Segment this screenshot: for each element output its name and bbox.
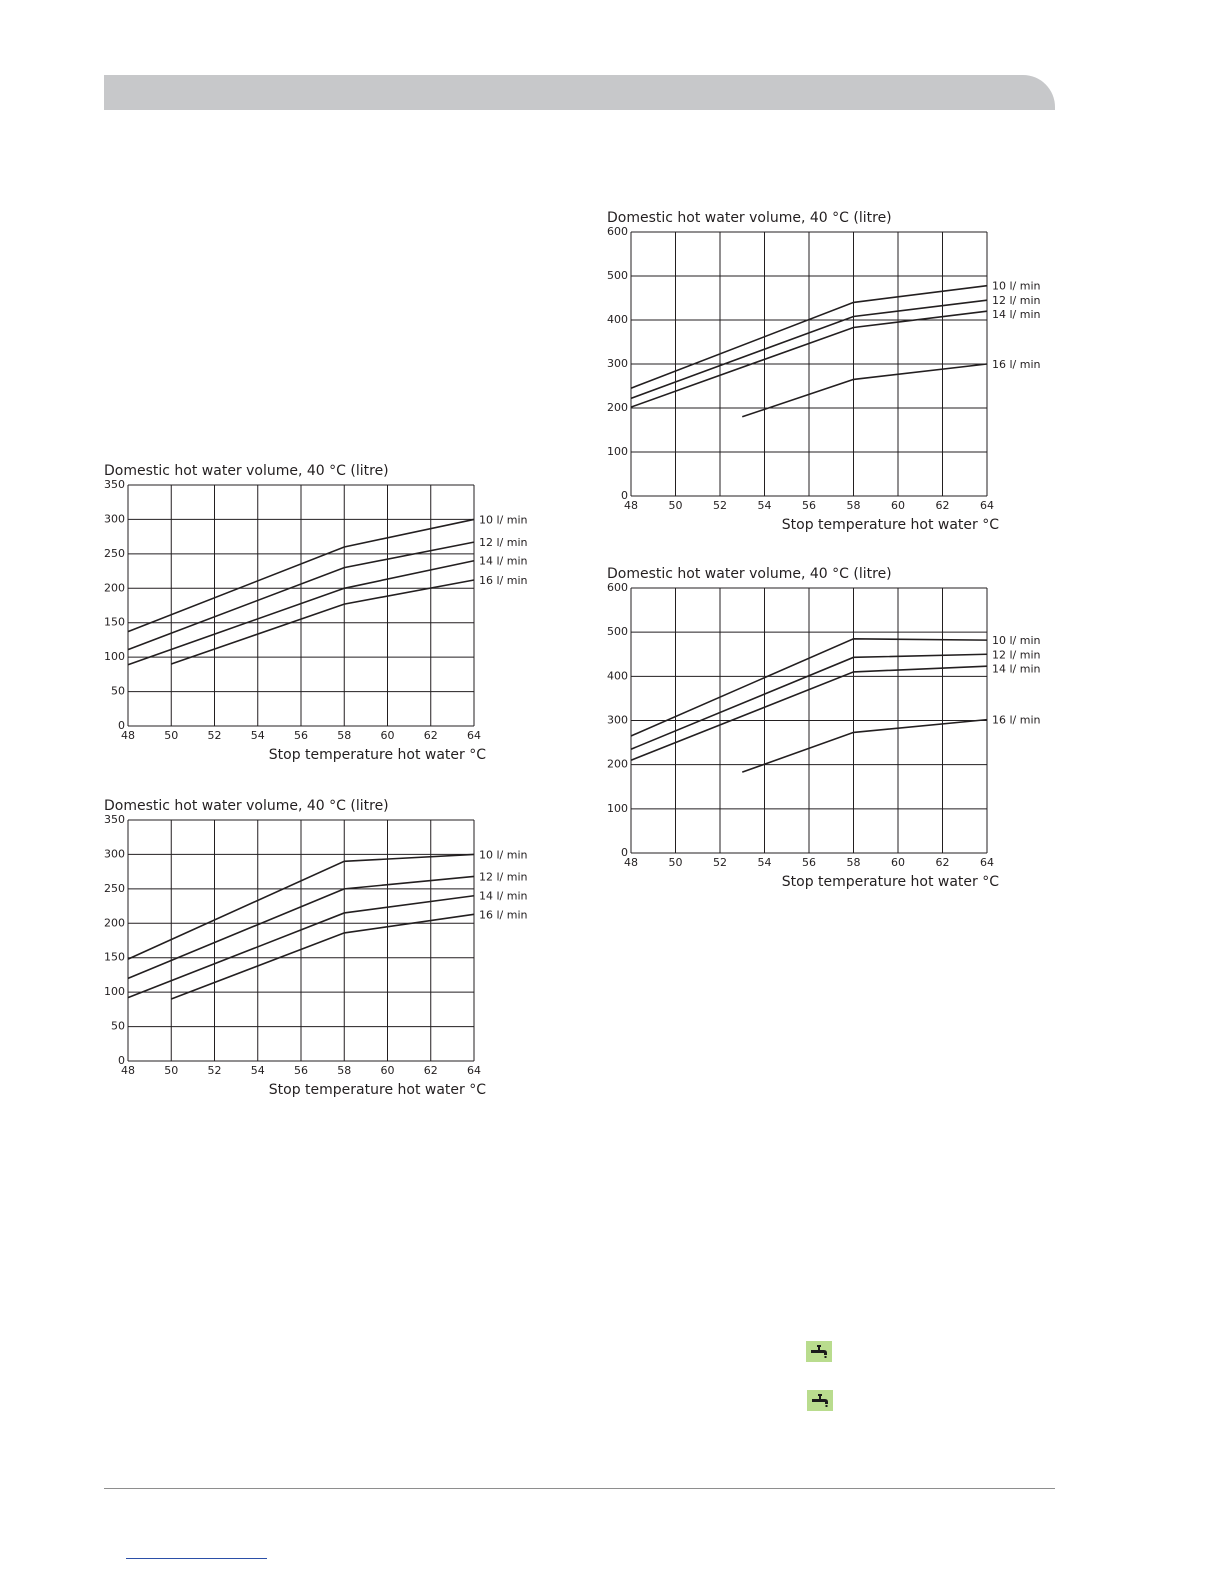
- y-axis-title: Domestic hot water volume, 40 °C (litre): [607, 566, 892, 582]
- x-tick-label: 56: [802, 856, 816, 869]
- x-tick-label: 64: [980, 499, 994, 512]
- grid: [631, 588, 987, 853]
- y-tick-label: 150: [104, 615, 125, 629]
- hot-water-tap-icon: [807, 1390, 833, 1411]
- series-label: 10 l/ min: [992, 634, 1041, 648]
- series-label: 12 l/ min: [992, 648, 1041, 662]
- grid: [631, 232, 987, 496]
- x-tick-label: 56: [802, 499, 816, 512]
- y-tick-label: 100: [607, 801, 628, 815]
- y-tick-label: 400: [607, 669, 628, 683]
- x-tick-label: 54: [757, 856, 772, 869]
- y-tick-label: 350: [104, 478, 125, 491]
- x-tick-label: 54: [757, 499, 772, 512]
- x-tick-label: 58: [846, 856, 861, 869]
- y-tick-label: 300: [607, 713, 628, 727]
- footer-link-underline[interactable]: [126, 1558, 267, 1559]
- header-bar: [104, 75, 1055, 110]
- x-axis-title: Stop temperature hot water °C: [268, 1082, 486, 1098]
- x-tick-label: 58: [337, 729, 352, 742]
- series-label: 12 l/ min: [992, 294, 1041, 308]
- y-tick-label: 50: [111, 684, 125, 698]
- y-tick-label: 500: [607, 269, 628, 282]
- y-tick-label: 200: [104, 581, 125, 595]
- x-tick-label: 62: [423, 1064, 438, 1077]
- chart-bottom-left-lower: [96, 785, 556, 1098]
- x-tick-label: 50: [164, 1064, 179, 1077]
- footer-divider: [104, 1488, 1055, 1489]
- y-tick-label: 300: [104, 847, 125, 861]
- x-tick-label: 56: [294, 729, 308, 742]
- chart-top-right: [599, 200, 1059, 540]
- chart-bottom-left-upper: [96, 455, 556, 765]
- y-tick-label: 100: [104, 985, 125, 999]
- x-tick-label: 64: [467, 729, 481, 742]
- series-line: [171, 914, 474, 999]
- x-tick-label: 50: [668, 499, 683, 512]
- x-tick-label: 64: [980, 856, 994, 869]
- grid: [128, 485, 474, 726]
- series-label: 16 l/ min: [479, 908, 528, 922]
- y-tick-label: 200: [104, 916, 125, 930]
- y-tick-label: 250: [104, 881, 125, 895]
- x-tick-label: 60: [380, 729, 395, 742]
- y-tick-label: 150: [104, 950, 125, 964]
- y-tick-label: 350: [104, 813, 125, 826]
- y-tick-label: 300: [607, 357, 628, 370]
- chart-svg: [599, 556, 1059, 896]
- x-tick-label: 48: [121, 729, 135, 742]
- chart-svg: [96, 455, 556, 765]
- x-tick-label: 50: [164, 729, 179, 742]
- x-tick-label: 52: [713, 499, 727, 512]
- series-label: 12 l/ min: [479, 870, 528, 884]
- x-tick-label: 52: [207, 729, 222, 742]
- series-label: 12 l/ min: [479, 536, 528, 550]
- x-tick-label: 60: [891, 499, 905, 512]
- series-label: 16 l/ min: [479, 574, 528, 588]
- y-tick-label: 100: [104, 650, 125, 664]
- x-axis-title: Stop temperature hot water °C: [781, 517, 999, 533]
- x-tick-label: 60: [891, 856, 905, 869]
- y-axis-title: Domestic hot water volume, 40 °C (litre): [607, 210, 892, 226]
- y-tick-label: 600: [607, 581, 628, 594]
- series-label: 14 l/ min: [992, 308, 1041, 322]
- series-label: 16 l/ min: [992, 713, 1041, 727]
- series-label: 10 l/ min: [479, 513, 528, 527]
- y-tick-label: 200: [607, 757, 628, 771]
- y-tick-label: 250: [104, 546, 125, 560]
- chart-svg: [599, 200, 1059, 540]
- series-label: 14 l/ min: [479, 554, 528, 568]
- x-tick-label: 48: [121, 1064, 135, 1077]
- series-label: 16 l/ min: [992, 358, 1041, 371]
- x-tick-label: 62: [935, 499, 950, 512]
- y-tick-label: 500: [607, 625, 628, 639]
- series-label: 14 l/ min: [992, 662, 1041, 676]
- x-tick-label: 54: [250, 1064, 265, 1077]
- x-tick-label: 54: [250, 729, 265, 742]
- x-tick-label: 64: [467, 1064, 481, 1077]
- x-tick-label: 56: [294, 1064, 308, 1077]
- x-axis-title: Stop temperature hot water °C: [268, 747, 486, 763]
- series-label: 10 l/ min: [992, 279, 1041, 293]
- grid: [128, 820, 474, 1061]
- x-tick-label: 48: [624, 856, 638, 869]
- chart-lower-right: [599, 556, 1059, 896]
- x-tick-label: 62: [423, 729, 438, 742]
- y-tick-label: 0: [621, 489, 628, 502]
- y-tick-label: 100: [607, 445, 628, 458]
- series-label: 10 l/ min: [479, 848, 528, 862]
- x-tick-label: 50: [668, 856, 683, 869]
- y-tick-label: 0: [621, 846, 628, 859]
- x-tick-label: 62: [935, 856, 950, 869]
- y-tick-label: 50: [111, 1019, 125, 1033]
- y-axis-title: Domestic hot water volume, 40 °C (litre): [104, 798, 389, 814]
- y-tick-label: 400: [607, 313, 628, 326]
- hot-water-tap-icon: [806, 1341, 832, 1362]
- x-tick-label: 52: [207, 1064, 222, 1077]
- series-line: [742, 364, 987, 417]
- x-tick-label: 58: [846, 499, 861, 512]
- x-tick-label: 52: [713, 856, 727, 869]
- x-tick-label: 58: [337, 1064, 352, 1077]
- chart-svg: [96, 785, 556, 1098]
- x-axis-title: Stop temperature hot water °C: [781, 874, 999, 890]
- y-tick-label: 0: [118, 1054, 125, 1067]
- y-tick-label: 0: [118, 719, 125, 732]
- y-tick-label: 600: [607, 225, 628, 238]
- series-line: [171, 580, 474, 664]
- y-axis-title: Domestic hot water volume, 40 °C (litre): [104, 463, 389, 479]
- y-tick-label: 200: [607, 401, 628, 414]
- series-label: 14 l/ min: [479, 889, 528, 903]
- x-tick-label: 48: [624, 499, 638, 512]
- y-tick-label: 300: [104, 512, 125, 526]
- x-tick-label: 60: [380, 1064, 395, 1077]
